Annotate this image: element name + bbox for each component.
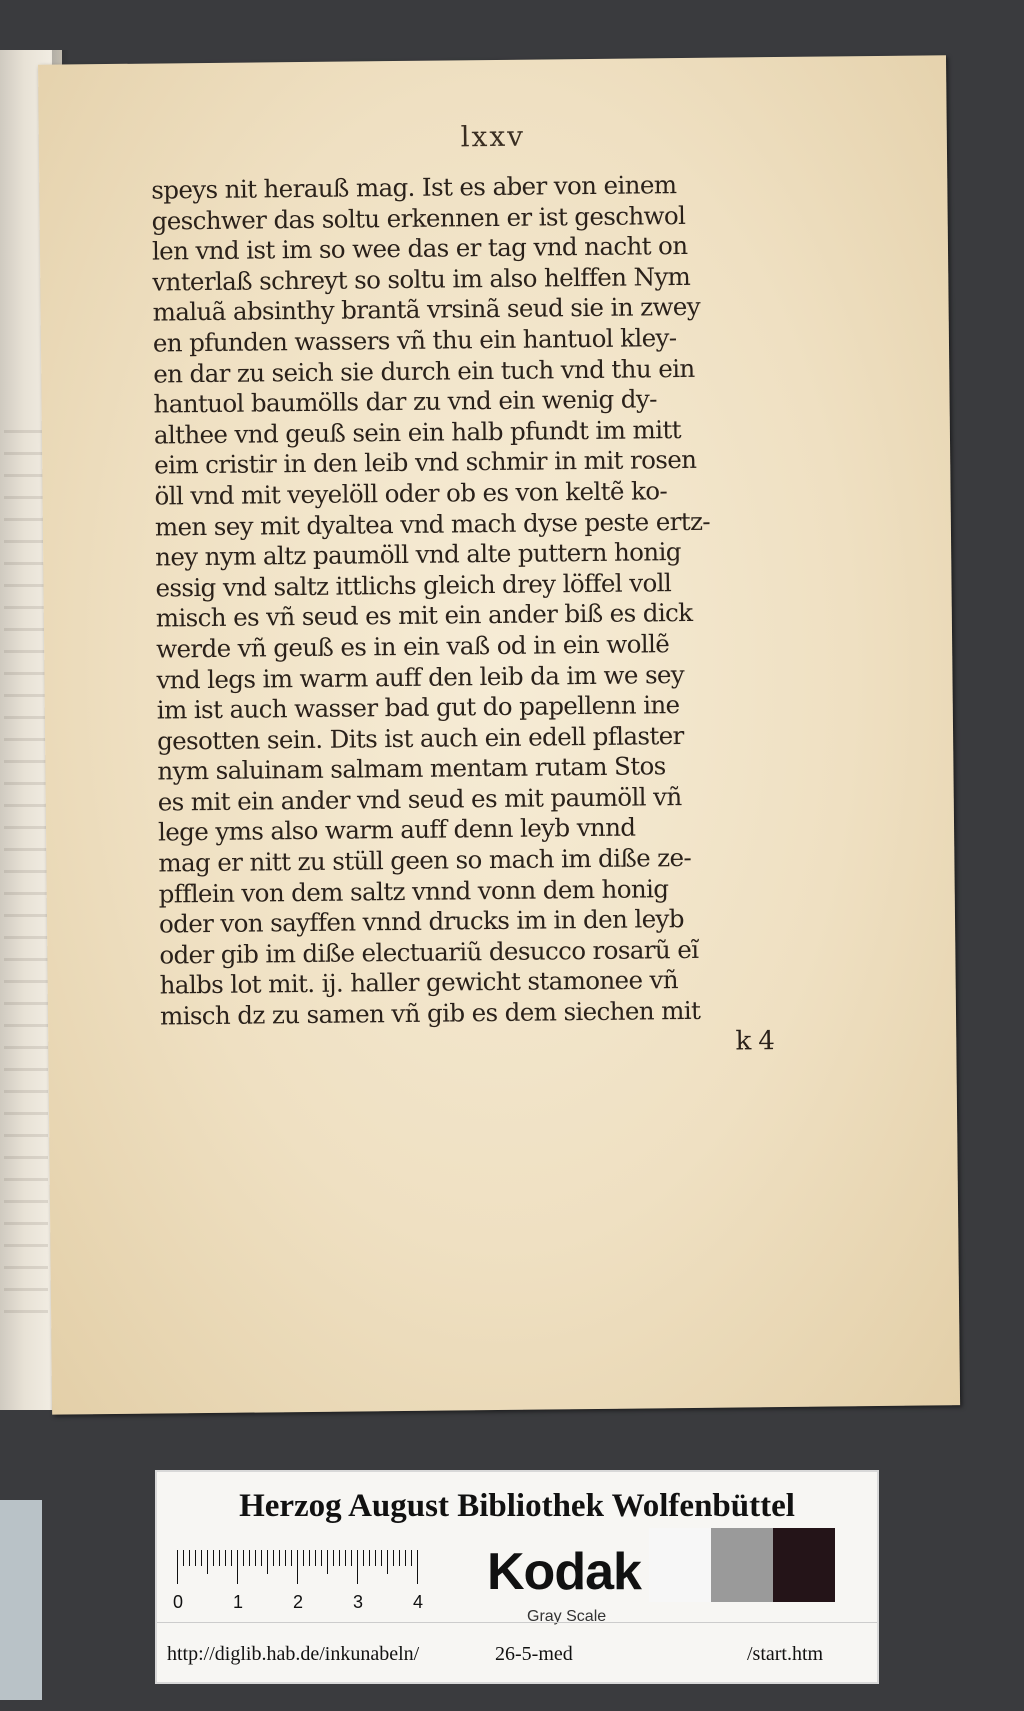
ruler-tick — [267, 1550, 268, 1574]
text-line: eim cristir in den leib vnd schmir in mit rosen — [154, 445, 697, 480]
ruler-tick — [291, 1550, 292, 1566]
ruler-tick — [231, 1550, 232, 1566]
ruler-tick — [411, 1550, 412, 1566]
url-bar — [157, 1622, 877, 1681]
ruler-tick — [261, 1550, 262, 1566]
ruler-tick — [219, 1550, 220, 1566]
ruler-number: 3 — [353, 1592, 364, 1612]
text-line: im ist auch wasser bad gut do papellenn ine — [156, 690, 680, 725]
text-line: öll vnd mit veyelöll oder ob es von keltẽ ko- — [154, 476, 668, 511]
text-line: gesotten sein. Dits ist auch ein edell pflaster — [156, 720, 684, 756]
ruler-tick — [177, 1550, 178, 1584]
ruler-number: 1 — [233, 1592, 244, 1612]
library-title: Herzog August Bibliothek Wolfenbüttel — [239, 1488, 795, 1524]
ruler-tick — [327, 1550, 328, 1574]
text-line: nym saluinam salmam mentam rutam Stos — [157, 751, 666, 786]
ruler-tick — [399, 1550, 400, 1566]
url-mid: 26-5-med — [495, 1643, 573, 1665]
text-line: speys nit herauß mag. Ist es aber von einem — [151, 170, 677, 205]
ruler-tick — [303, 1550, 304, 1566]
text-line: pfflein von dem saltz vnnd vonn dem honig — [158, 873, 669, 909]
url-right: /start.htm — [747, 1643, 824, 1665]
text-line: men sey mit dyaltea vnd mach dyse peste ertz- — [154, 506, 711, 542]
ruler-tick — [357, 1550, 358, 1584]
text-line: ney nym altz paumöll vnd alte puttern honig — [155, 537, 681, 572]
text-line: len vnd ist im so wee das er tag vnd nacht on — [151, 231, 688, 266]
text-line: maluã absinthy brantã vrsinã seud sie in zwey — [152, 292, 701, 327]
gray-scale-label: Gray Scale — [527, 1608, 607, 1625]
text-line: althee vnd geuß sein ein halb pfundt im mitt — [153, 414, 681, 450]
ruler-tick — [255, 1550, 256, 1566]
text-line: mag er nitt zu stüll geen so mach im diße ze- — [158, 843, 692, 878]
ruler-tick — [237, 1550, 238, 1584]
ruler-tick — [243, 1550, 244, 1566]
ruler-tick — [309, 1550, 310, 1566]
text-line: lege yms also warm auff denn leyb vnnd — [157, 813, 636, 848]
ruler-tick — [321, 1550, 322, 1566]
ruler-tick — [249, 1550, 250, 1566]
ruler-tick — [345, 1550, 346, 1566]
page-folio: lxxv — [460, 119, 526, 154]
text-line: en pfunden wassers vñ thu ein hantuol kley- — [152, 323, 677, 358]
signature-mark: k 4 — [735, 1025, 775, 1057]
ruler-tick — [273, 1550, 274, 1566]
ruler-tick — [375, 1550, 376, 1566]
book-page — [38, 55, 960, 1414]
ruler-tick — [225, 1550, 226, 1566]
page-text-block — [151, 169, 780, 1063]
text-line: halbs lot mit. ij. haller gewicht stamonee vñ — [159, 965, 679, 1000]
ruler-tick — [393, 1550, 394, 1566]
ruler-tick — [279, 1550, 280, 1566]
kodak-logo: Kodak — [487, 1543, 641, 1601]
text-line: misch es vñ seud es mit ein ander biß es dick — [155, 598, 693, 633]
ruler-tick — [195, 1550, 196, 1566]
text-line: es mit ein ander vnd seud es mit paumöll vñ — [157, 781, 682, 817]
ruler-tick — [315, 1550, 316, 1566]
ruler — [173, 1550, 477, 1614]
gray-swatch-mid — [711, 1528, 773, 1602]
color-target-card — [155, 1470, 879, 1684]
text-line: vnterlaß schreyt so soltu im also helffen Nym — [152, 261, 691, 297]
ruler-number: 4 — [413, 1592, 424, 1612]
ruler-tick — [183, 1550, 184, 1566]
text-line: hantuol baumölls dar zu vnd ein wenig dy- — [153, 384, 657, 419]
ruler-tick — [363, 1550, 364, 1566]
text-line: en dar zu seich sie durch ein tuch vnd thu ein — [153, 353, 695, 389]
ruler-number: 2 — [293, 1592, 304, 1612]
ruler-tick — [201, 1550, 202, 1566]
ruler-tick — [417, 1550, 418, 1584]
ruler-tick — [405, 1550, 406, 1566]
text-line: oder gib im diße electuariũ desucco rosarũ eĩ — [159, 934, 699, 970]
ruler-tick — [297, 1550, 298, 1584]
ruler-tick — [369, 1550, 370, 1566]
ruler-number: 0 — [173, 1592, 184, 1612]
ruler-tick — [207, 1550, 208, 1574]
ruler-tick — [189, 1550, 190, 1566]
url-left: http://diglib.hab.de/inkunabeln/ — [167, 1643, 420, 1665]
left-page-text-bleed — [4, 430, 48, 1330]
ruler-tick — [339, 1550, 340, 1566]
left-edge-block — [0, 1500, 42, 1700]
ruler-tick — [333, 1550, 334, 1566]
ruler-tick — [351, 1550, 352, 1566]
text-line: essig vnd saltz ittlichs gleich drey löffel voll — [155, 567, 672, 603]
text-line: geschwer das soltu erkennen er ist geschwol — [151, 200, 686, 236]
ruler-tick — [387, 1550, 388, 1574]
text-line: vnd legs im warm auff den leib da im we sey — [156, 659, 685, 695]
text-line: misch dz zu samen vñ gib es dem siechen mit — [159, 995, 701, 1031]
text-line: werde vñ geuß es in ein vaß od in ein wollẽ — [155, 629, 670, 664]
text-line: oder von sayffen vnnd drucks im in den leyb — [158, 904, 685, 939]
ruler-tick — [381, 1550, 382, 1566]
gray-swatch-white — [649, 1528, 711, 1602]
ruler-tick — [213, 1550, 214, 1566]
ruler-tick — [285, 1550, 286, 1566]
gray-swatch-black — [773, 1528, 835, 1602]
